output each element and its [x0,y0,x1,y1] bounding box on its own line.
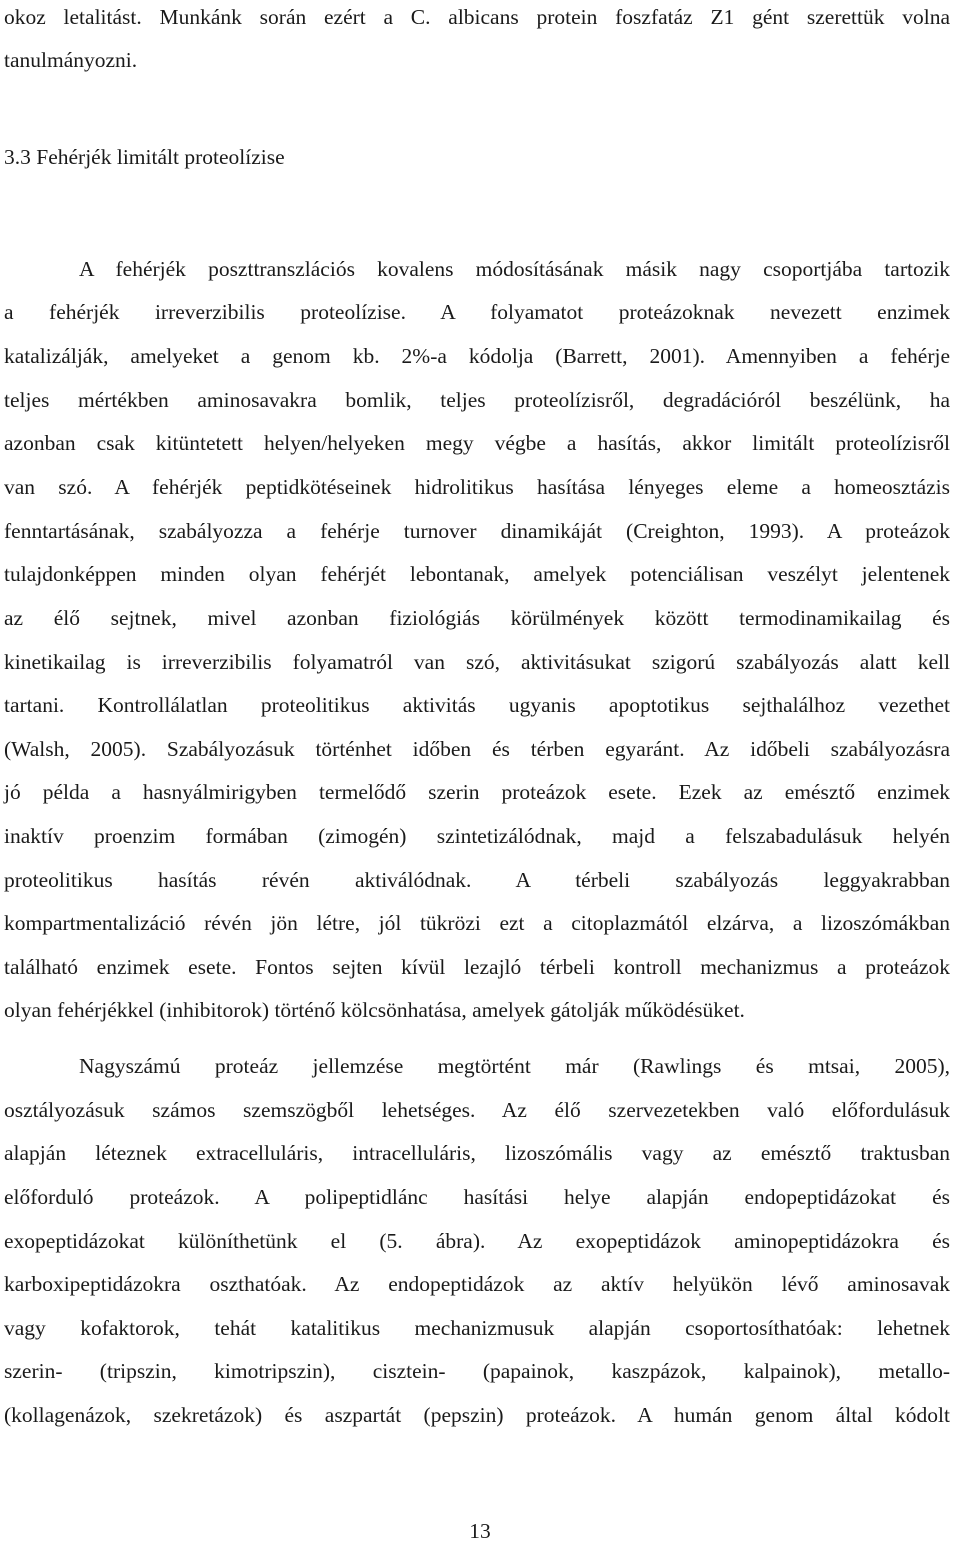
paragraph-line: található enzimek esete. Fontos sejten kívül lezajló térbeli kontroll mechanizmus a proteázok [4,955,950,979]
paragraph-line: azonban csak kitüntetett helyen/helyeken megy végbe a hasítás, akkor limitált proteolízisről [4,431,950,455]
paragraph-line: (kollagenázok, szekretázok) és aszpartát (pepszin) proteázok. A humán genom által kódolt [4,1403,950,1427]
paragraph-line: osztályozásuk számos szemszögből lehetséges. Az élő szervezetekben való előfordulásuk [4,1098,950,1122]
paragraph-line: alapján léteznek extracelluláris, intracelluláris, lizoszómális vagy az emésztő traktusban [4,1141,950,1165]
paragraph-line: katalizálják, amelyeket a genom kb. 2%-a kódolja (Barrett, 2001). Amennyiben a fehérje [4,344,950,368]
paragraph-line: a fehérjék irreverzibilis proteolízise. A folyamatot proteázoknak nevezett enzimek [4,300,950,324]
paragraph-line: karboxipeptidázokra oszthatóak. Az endopeptidázok az aktív helyükön lévő aminosavak [4,1272,950,1296]
paragraph-line: tartani. Kontrollálatlan proteolitikus aktivitás ugyanis apoptotikus sejthalálhoz vezethet [4,693,950,717]
paragraph-line: tulajdonképpen minden olyan fehérjét lebontanak, amelyek potenciálisan veszélyt jelentenek [4,562,950,586]
paragraph-line: inaktív proenzim formában (zimogén) szintetizálódnak, majd a felszabadulásuk helyén [4,824,950,848]
paragraph-line: szerin- (tripszin, kimotripszin), cisztein- (papainok, kaszpázok, kalpainok), metallo- [4,1359,950,1383]
page-number: 13 [469,1519,491,1543]
paragraph-line: fenntartásának, szabályozza a fehérje turnover dinamikáját (Creighton, 1993). A proteázok [4,519,950,543]
paragraph-line: proteolitikus hasítás révén aktiválódnak. A térbeli szabályozás leggyakrabban [4,868,950,892]
paragraph-line: kompartmentalizáció révén jön létre, jól tükrözi ezt a citoplazmától elzárva, a lizoszómákban [4,911,950,935]
section-heading: 3.3 Fehérjék limitált proteolízise [4,145,285,169]
paragraph-line: Nagyszámú proteáz jellemzése megtörtént már (Rawlings és mtsai, 2005), [79,1054,950,1078]
paragraph-line: az élő sejtnek, mivel azonban fiziológiás körülmények között termodinamikailag és [4,606,950,630]
paragraph-line: kinetikailag is irreverzibilis folyamatról van szó, aktivitásukat szigorú szabályozás alatt kell [4,650,950,674]
paragraph-line: olyan fehérjékkel (inhibitorok) történő kölcsönhatása, amelyek gátolják működésüket. [4,998,745,1022]
paragraph-line: exopeptidázokat különíthetünk el (5. ábra). Az exopeptidázok aminopeptidázokra és [4,1229,950,1253]
paragraph-line: teljes mértékben aminosavakra bomlik, teljes proteolízisről, degradációról beszélünk, ha [4,388,950,412]
paragraph-line: előforduló proteázok. A polipeptidlánc hasítási helye alapján endopeptidázokat és [4,1185,950,1209]
paragraph-line: (Walsh, 2005). Szabályozásuk történhet időben és térben egyaránt. Az időbeli szabályozásra [4,737,950,761]
paragraph-line: A fehérjék poszttranszlációs kovalens módosításának másik nagy csoportjába tartozik [79,257,950,281]
paragraph-line: van szó. A fehérjék peptidkötéseinek hidrolitikus hasítása lényeges eleme a homeosztázis [4,475,950,499]
paragraph-line: vagy kofaktorok, tehát katalitikus mechanizmusuk alapján csoportosíthatóak: lehetnek [4,1316,950,1340]
intro-line: tanulmányozni. [4,48,138,72]
intro-line: okoz letalitást. Munkánk során ezért a C. albicans protein foszfatáz Z1 gént szerettük volna [4,5,950,29]
paragraph-line: jó példa a hasnyálmirigyben termelődő szerin proteázok esete. Ezek az emésztő enzimek [4,780,950,804]
